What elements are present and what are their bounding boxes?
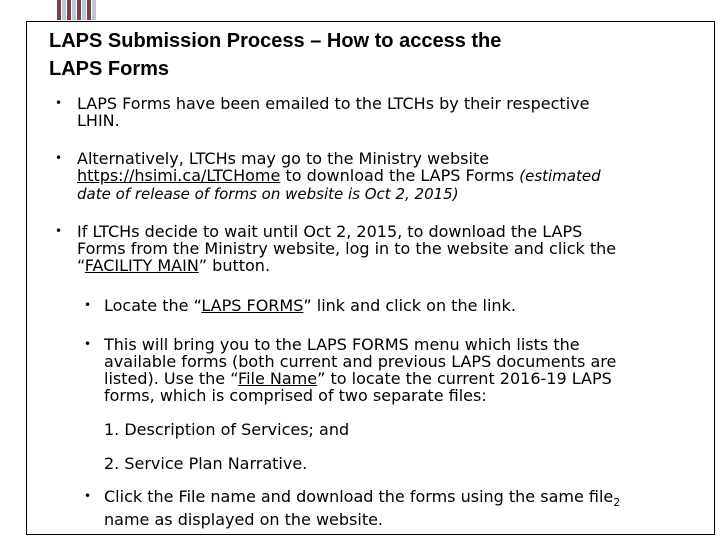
bullet-wait-download: If LTCHs decide to wait until Oct 2, 2015, to download the LAPS Forms from the Ministry website, log in to the website and click the “FACILITY MAIN” button. — [77, 222, 617, 275]
laps-forms-link[interactable]: LAPS FORMS — [201, 296, 304, 315]
numbered-item-1: 1. Description of Services; and — [104, 420, 350, 439]
stripe — [77, 0, 81, 20]
stripe — [67, 0, 71, 20]
sub-bullet-marker: • — [84, 337, 92, 351]
bullet-marker: • — [55, 96, 63, 110]
stripe — [72, 0, 76, 20]
sub-bullet-menu: This will bring you to the LAPS FORMS menu which lists the available forms (both current and previous LAPS documents are listed). Use the “File Name” to locate the current 2016-19 LAPS forms, which is comprised of two separate files: — [104, 335, 617, 405]
slide-title — [49, 27, 669, 83]
hsimi-link[interactable]: https://hsimi.ca/LTCHome — [77, 166, 281, 185]
page-number: 2 — [613, 496, 621, 510]
bullet-emailed: LAPS Forms have been emailed to the LTCHs by their respective LHIN. — [77, 94, 590, 130]
sub-bullet-marker: • — [84, 298, 92, 312]
stripe — [57, 0, 61, 20]
stripe — [82, 0, 86, 20]
stripe — [62, 0, 66, 20]
stripe — [87, 0, 91, 20]
stripe — [92, 0, 96, 20]
title-line-2: LAPS Forms — [49, 58, 170, 80]
bullet-marker: • — [55, 224, 63, 238]
sub-bullet-download: Click the File name and download the forms using the same file$_2$ name as displayed on the website. — [104, 487, 621, 530]
bullet-marker: • — [55, 151, 63, 165]
numbered-item-2: 2. Service Plan Narrative. — [104, 454, 308, 473]
bullet-ministry-website: Alternatively, LTCHs may go to the Ministry website https://hsimi.ca/LTCHome to download the LAPS Forms (estimated date of release of forms on website is Oct 2, 2015) — [77, 149, 601, 203]
title-line-1: LAPS Submission Process – How to access the — [49, 30, 502, 52]
facility-main-link[interactable]: FACILITY MAIN — [84, 256, 199, 275]
sub-bullet-marker: • — [84, 489, 92, 503]
file-name-link[interactable]: File Name — [238, 369, 318, 388]
sub-bullet-locate: Locate the “LAPS FORMS” link and click on the link. — [104, 296, 516, 315]
